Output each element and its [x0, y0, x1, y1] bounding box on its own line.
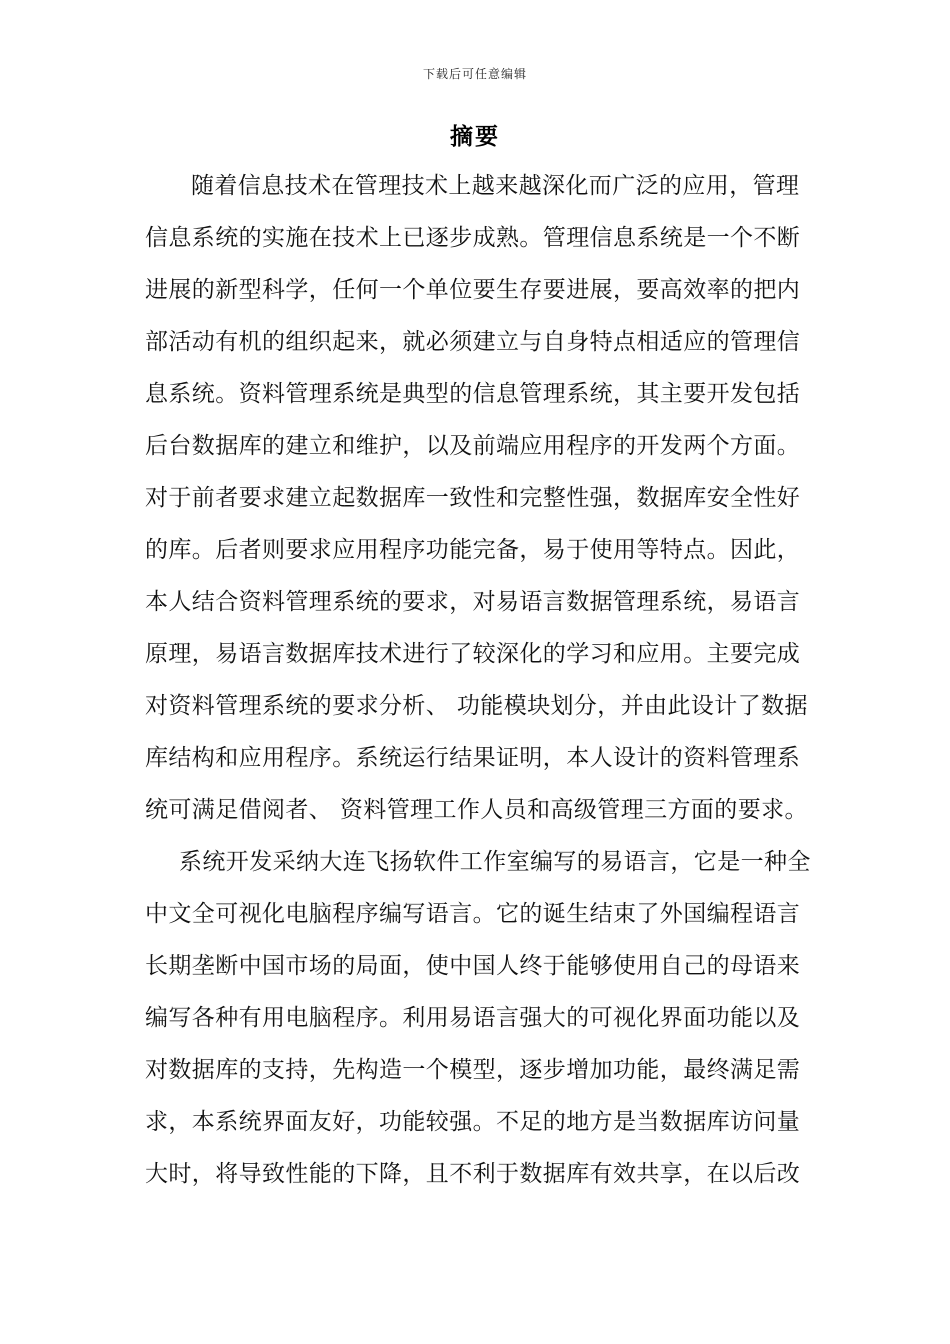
text-line: 库结构和应用程序。系统运行结果证明，本人设计的资料管理系 — [145, 745, 801, 771]
page-header: 下载后可任意编辑 — [422, 67, 527, 81]
text-line: 随着信息技术在管理技术上越来越深化而广泛的应用，管理 — [191, 173, 800, 199]
text-line: 统可满足借阅者、 资料管理工作人员和高级管理三方面的要求。 — [145, 797, 808, 823]
text-line: 编写各种有用电脑程序。利用易语言强大的可视化界面功能以及 — [145, 1005, 801, 1031]
text-line: 进展的新型科学，任何一个单位要生存要进展，要高效率的把内 — [145, 277, 801, 303]
abstract-body — [145, 160, 815, 1200]
text-line: 对于前者要求建立起数据库一致性和完整性强，数据库安全性好 — [145, 485, 801, 511]
text-line: 部活动有机的组织起来，就必须建立与自身特点相适应的管理信 — [145, 329, 801, 355]
text-line: 对资料管理系统的要求分析、 功能模块划分，并由此设计了数据 — [145, 693, 808, 719]
text-line: 长期垄断中国市场的局面，使中国人终于能够使用自己的母语来 — [145, 953, 801, 979]
text-line: 后台数据库的建立和维护，以及前端应用程序的开发两个方面。 — [145, 433, 801, 459]
text-line: 信息系统的实施在技术上已逐步成熟。管理信息系统是一个不断 — [145, 225, 801, 251]
text-line: 本人结合资料管理系统的要求，对易语言数据管理系统，易语言 — [145, 589, 801, 615]
text-line: 大时，将导致性能的下降，且不利于数据库有效共享，在以后改 — [145, 1161, 801, 1187]
text-line: 对数据库的支持，先构造一个模型，逐步增加功能，最终满足需 — [145, 1057, 801, 1083]
page-title: 摘要 — [450, 123, 500, 150]
text-line: 求，本系统界面友好，功能较强。不足的地方是当数据库访问量 — [145, 1109, 801, 1135]
text-line: 原理，易语言数据库技术进行了较深化的学习和应用。主要完成 — [145, 641, 801, 667]
text-line: 息系统。资料管理系统是典型的信息管理系统，其主要开发包括 — [145, 381, 801, 407]
text-line: 中文全可视化电脑程序编写语言。它的诞生结束了外国编程语言 — [145, 901, 801, 927]
text-line: 的库。后者则要求应用程序功能完备，易于使用等特点。因此， — [145, 537, 801, 563]
text-line: 系统开发采纳大连飞扬软件工作室编写的易语言，它是一种全 — [179, 849, 811, 875]
